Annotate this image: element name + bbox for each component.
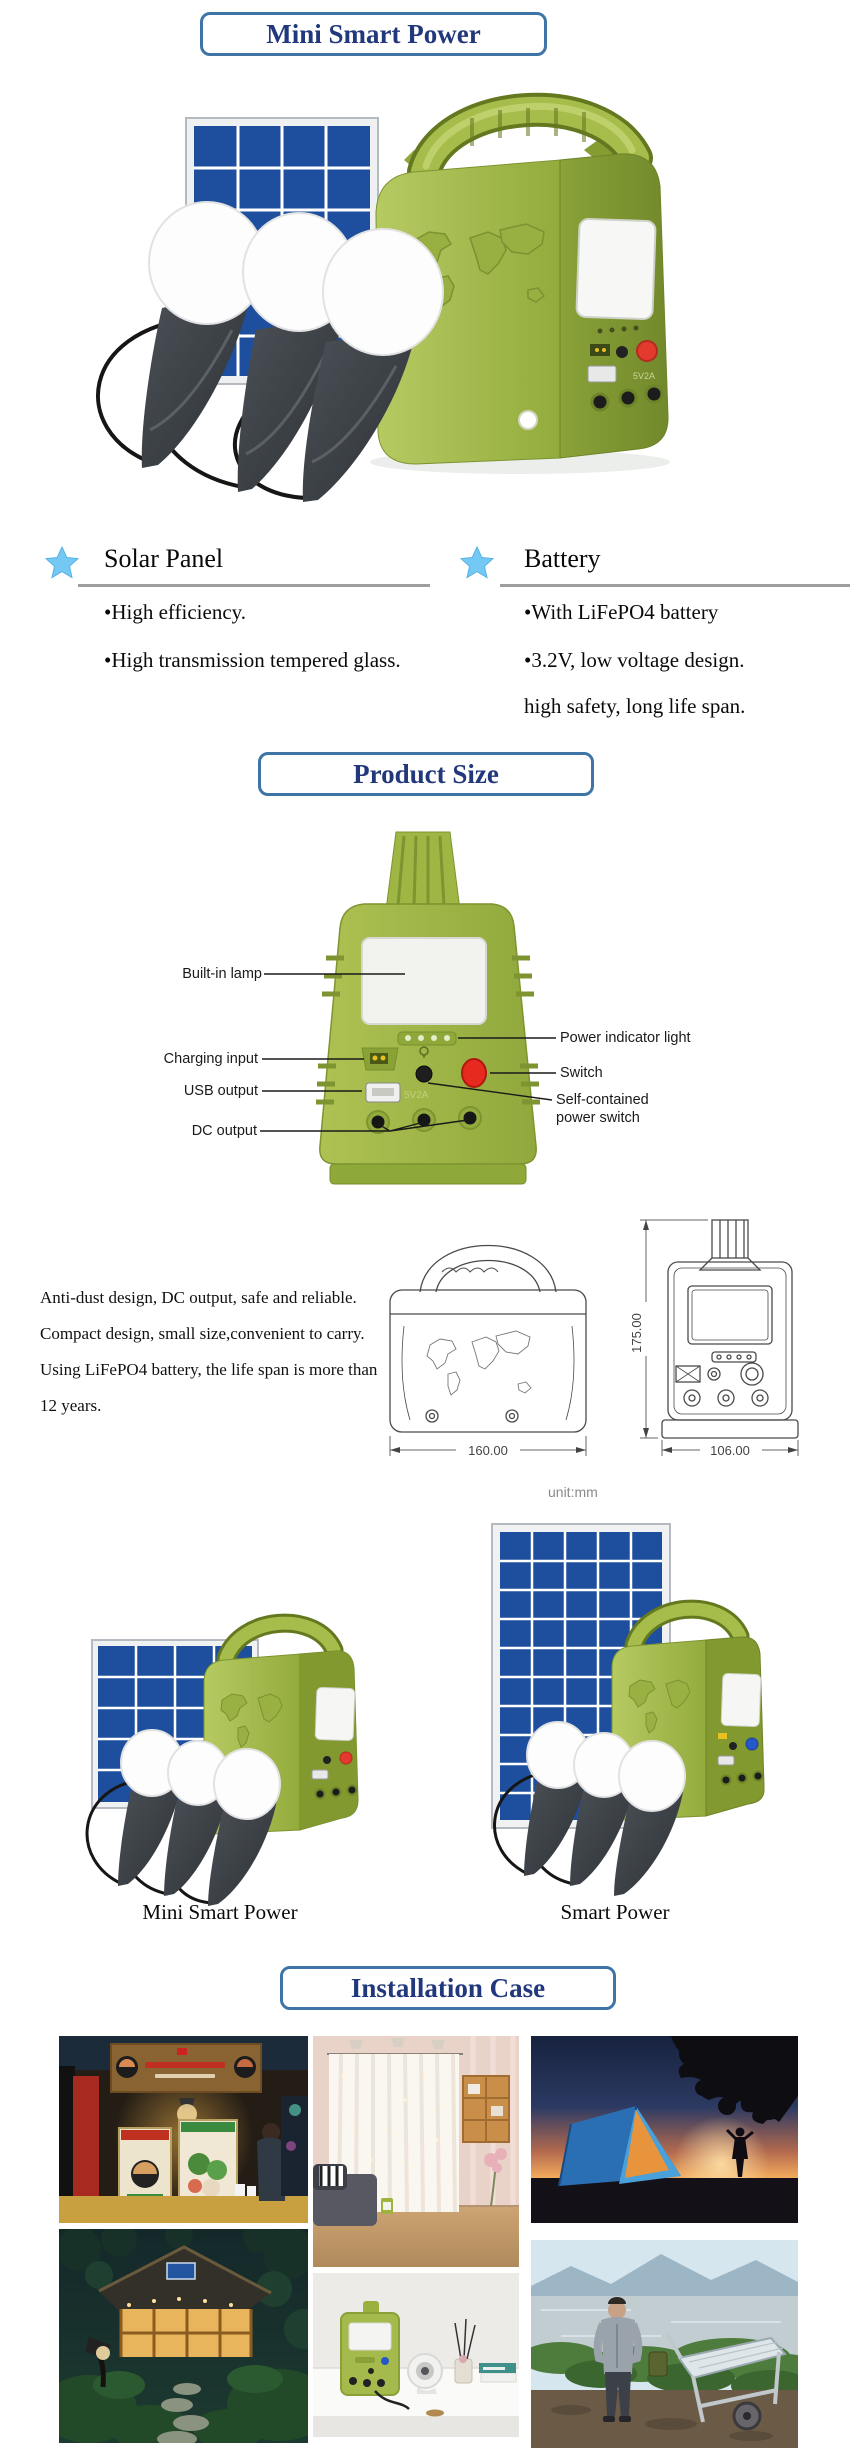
dimension-drawings [0, 1200, 855, 1475]
comparison-photos [0, 1510, 855, 1910]
feature-bullet: •With LiFePO4 battery [524, 600, 719, 624]
product-size-diagram [0, 820, 855, 1200]
spec-line: Compact design, small size,convenient to carry. [40, 1324, 365, 1343]
books [479, 2363, 516, 2382]
label-switch: Switch [560, 1065, 603, 1081]
hero-usb-marking: 5V2A [633, 371, 656, 381]
rooftop-solar-panel [167, 2263, 195, 2279]
power-switch-red [462, 1059, 486, 1087]
smart-power-photo [492, 1524, 764, 1896]
label-power-indicator: Power indicator light [560, 1030, 691, 1046]
side-drawing [662, 1220, 798, 1438]
section-title-text: Installation Case [350, 1972, 546, 2003]
feature-title-solar-panel: Solar Panel [104, 544, 224, 573]
label-dc-output: DC output [191, 1123, 257, 1139]
spec-line: Using LiFePO4 battery, the life span is more than [40, 1360, 378, 1379]
label-built-in-lamp: Built-in lamp [182, 966, 262, 982]
label-usb-output: USB output [183, 1083, 258, 1099]
dimension-annotations [390, 1220, 798, 1458]
dim-front-width: 160.00 [468, 1443, 508, 1458]
label-self-contained-2: power switch [556, 1110, 640, 1126]
star-icon [460, 546, 494, 580]
installation-photo-living-room-curtain-lights [313, 2036, 519, 2267]
installation-photo-camping-tent-sunset [531, 2036, 798, 2223]
section-title-installation-case [280, 1966, 616, 2010]
label-charging-input: Charging input [163, 1051, 258, 1067]
self-contained-power-switch [416, 1066, 432, 1082]
dim-height: 175.00 [629, 1313, 644, 1353]
unit-label: unit:mm [548, 1484, 598, 1500]
feature-bullet: •High efficiency. [104, 600, 247, 624]
caption-mini-smart-power: Mini Smart Power [142, 1900, 298, 1924]
caption-smart-power: Smart Power [560, 1900, 670, 1924]
divider [78, 584, 430, 587]
map-outline [427, 1331, 531, 1395]
installation-photo-farmer-field-solar-cart [531, 2240, 798, 2448]
feature-title-battery: Battery [524, 544, 601, 573]
spec-line: 12 years. [40, 1396, 102, 1415]
section-title-text: Product Size [353, 758, 499, 789]
installation-photo-garden-house-night [59, 2229, 308, 2443]
installation-photo-street-food-stall-night [59, 2036, 308, 2223]
divider [500, 584, 850, 587]
spec-line: Anti-dust design, DC output, safe and reliable. [40, 1288, 357, 1307]
mini-smart-power-photo [87, 1623, 358, 1906]
usb-marking: 5V2A [404, 1090, 429, 1101]
star-icon [45, 546, 79, 580]
page-title-text: Mini Smart Power [266, 18, 481, 49]
feature-bullet: •3.2V, low voltage design. [524, 648, 745, 672]
section-title-product-size [258, 752, 594, 796]
dim-side-width: 106.00 [710, 1443, 750, 1458]
hero-product-photo [0, 0, 855, 535]
installation-photo-desk-with-solar-lamp [313, 2273, 519, 2437]
built-in-lamp-panel [362, 938, 486, 1024]
front-drawing [390, 1246, 586, 1433]
device-base [330, 1164, 526, 1184]
cart-battery-box [649, 2352, 667, 2376]
feature-bullet: high safety, long life span. [524, 694, 746, 718]
label-self-contained-1: Self-contained [556, 1092, 649, 1108]
feature-bullet: •High transmission tempered glass. [104, 648, 401, 672]
